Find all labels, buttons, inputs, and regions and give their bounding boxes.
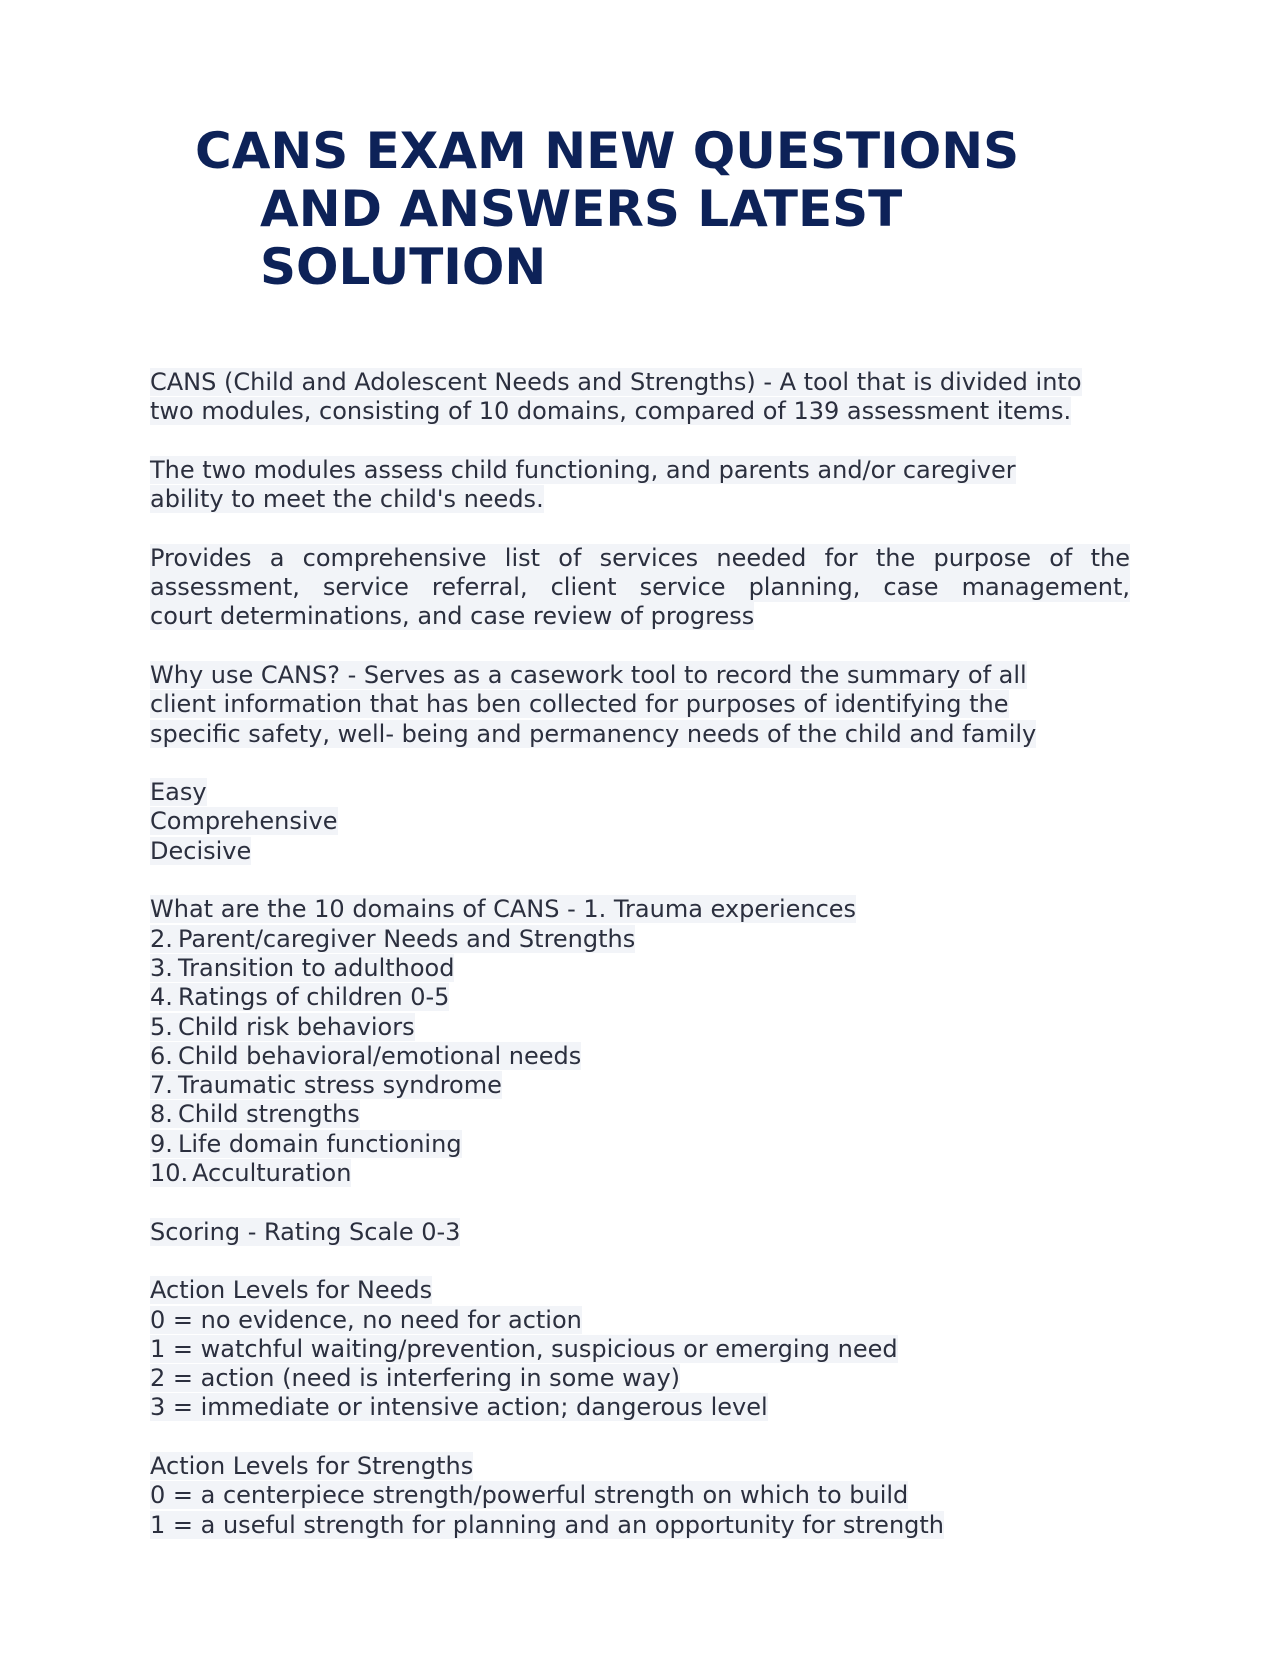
text-line: ability to meet the child's needs.: [150, 485, 544, 514]
list-number: 8.: [150, 1100, 173, 1129]
text-line: specific safety, well- being and permanency needs of the child and family: [150, 719, 1037, 748]
list-domains: [150, 895, 1130, 1188]
list-item: 3 = immediate or intensive action; dangerous level: [150, 1393, 768, 1422]
list-item: Acculturation: [192, 1159, 352, 1188]
text-line: CANS (Child and Adolescent Needs and Strengths) - A tool that is divided into: [150, 368, 1082, 396]
text-line: Scoring - Rating Scale 0-3: [150, 1217, 461, 1246]
document-body: [150, 368, 1130, 1540]
text-line: two modules, consisting of 10 domains, compared of 139 assessment items.: [150, 397, 1072, 426]
paragraph-modules: [150, 456, 1130, 515]
paragraph-why-use: [150, 661, 1130, 749]
list-item: Easy: [150, 778, 207, 807]
list-strengths-levels: [150, 1452, 1130, 1540]
list-item: Child risk behaviors: [178, 1012, 415, 1041]
list-number: 9.: [150, 1129, 173, 1158]
list-item: 1 = a useful strength for planning and an opportunity for strength: [150, 1510, 945, 1539]
text-line: Why use CANS? - Serves as a casework tool to record the summary of all: [150, 660, 1027, 689]
list-number: 4.: [150, 983, 173, 1012]
text-line: assessment, service referral, client service planning, case management,: [150, 573, 1130, 602]
list-item: Decisive: [150, 836, 252, 865]
text-line: client information that has ben collected for purposes of identifying the: [150, 690, 1009, 719]
title-line: SOLUTION: [260, 238, 547, 296]
list-item: 2 = action (need is interfering in some way): [150, 1364, 681, 1393]
list-qualities: [150, 778, 1130, 866]
list-number: 7.: [150, 1071, 173, 1100]
list-item: Ratings of children 0-5: [178, 983, 450, 1012]
list-item: 1 = watchful waiting/prevention, suspicious or emerging need: [150, 1334, 898, 1363]
list-item: Parent/caregiver Needs and Strengths: [178, 924, 636, 953]
list-item: Transition to adulthood: [178, 953, 455, 982]
strengths-heading: Action Levels for Strengths: [150, 1451, 474, 1480]
domains-heading: What are the 10 domains of CANS - 1. Trauma experiences: [150, 895, 857, 924]
list-item: Child strengths: [178, 1100, 360, 1129]
list-number: 5.: [150, 1012, 173, 1041]
document-title: [195, 122, 1095, 296]
list-item: 0 = no evidence, no need for action: [150, 1305, 582, 1334]
paragraph-scoring: [150, 1218, 1130, 1247]
needs-heading: Action Levels for Needs: [150, 1276, 433, 1305]
list-item: Child behavioral/emotional needs: [178, 1041, 582, 1070]
text-line: Provides a comprehensive list of services needed for the purpose of the: [150, 543, 1130, 572]
list-number: 6.: [150, 1041, 173, 1070]
title-line: CANS EXAM NEW QUESTIONS: [195, 122, 1020, 180]
text-line: The two modules assess child functioning, and parents and/or caregiver: [150, 455, 1016, 484]
list-item: Traumatic stress syndrome: [178, 1071, 502, 1100]
list-item: Life domain functioning: [178, 1129, 462, 1158]
list-item: Comprehensive: [150, 807, 338, 836]
paragraph-services: [150, 544, 1130, 632]
list-number: 10.: [150, 1159, 189, 1188]
list-item: 0 = a centerpiece strength/powerful strength on which to build: [150, 1481, 909, 1510]
paragraph-cans-definition: [150, 368, 1130, 427]
list-number: 3.: [150, 953, 173, 982]
list-needs-levels: [150, 1276, 1130, 1422]
text-line: court determinations, and case review of progress: [150, 602, 755, 631]
title-line: AND ANSWERS LATEST: [260, 180, 903, 238]
list-number: 2.: [150, 924, 173, 953]
